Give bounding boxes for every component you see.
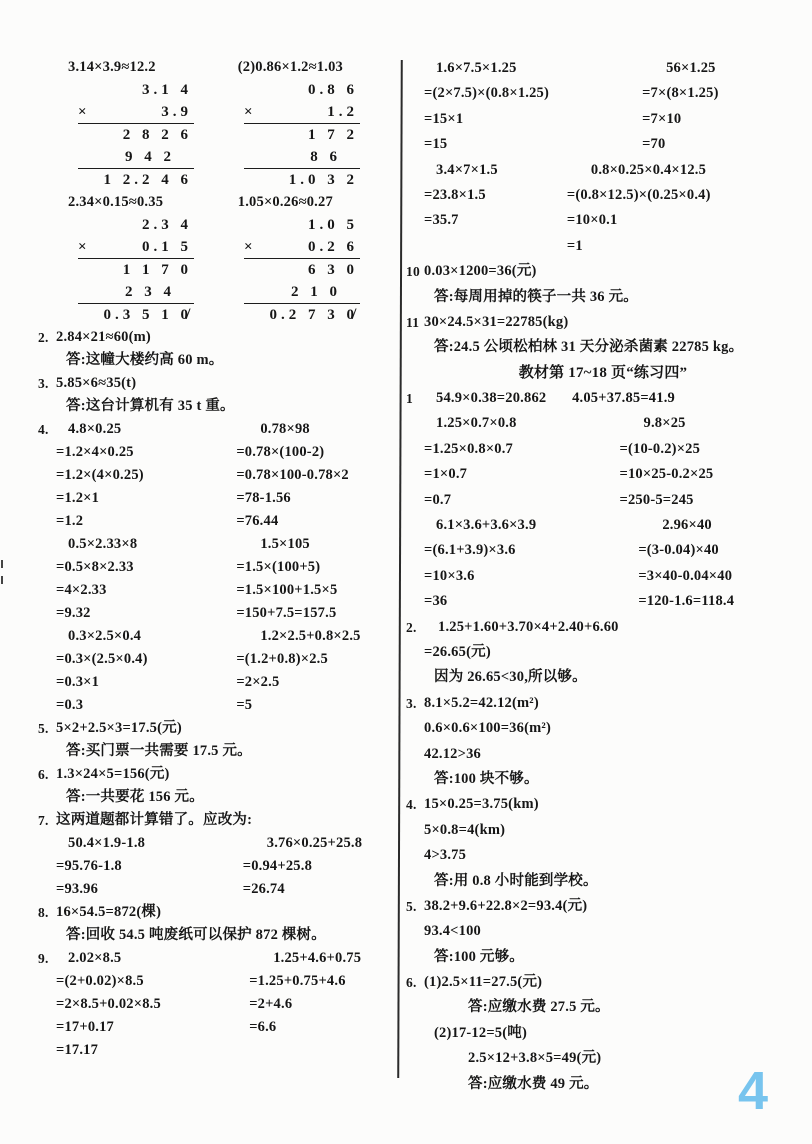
expression: =78-1.56 [236,490,291,506]
expression: 答:应缴水费 49 元。 [468,1075,599,1092]
partial-product-2: 8 6 [244,146,360,169]
multiplier: 0.2 6 [308,239,358,255]
expression: =1×0.7 [424,466,468,483]
answer-line [38,740,378,763]
worked-line [38,191,378,214]
expression: =(1.2+0.8)×2.5 [236,651,328,667]
question-number: 11 [406,314,420,330]
expression: 6.1×3.6+3.6×3.9 [436,517,537,534]
worked-line [406,437,800,462]
expression: =9.32 [56,605,91,621]
expression: =10×0.1 [566,212,618,229]
worked-line [38,510,378,533]
expression: 4.8×0.25 [68,421,122,437]
multiplier: 0.1 5 [142,239,192,255]
expression: =17.17 [56,1042,99,1058]
scan-artifact-tick [1,560,3,568]
expression: =93.96 [56,881,99,897]
product: 0.2 7 3 0̸ [269,307,358,323]
expression: =2×8.5+0.02×8.5 [56,996,161,1012]
expression: 1.2×2.5+0.8×2.5 [260,628,361,644]
expression: =15 [424,136,448,153]
expression: 2.34×0.15≈0.35 [68,194,164,210]
question-line [406,310,800,335]
multiplicand: 1.0 5 [308,217,358,233]
expression: =1 [566,237,583,254]
expression: =0.3×1 [56,674,100,690]
expression: =6.6 [249,1019,277,1035]
product: 1.0 3 2 [288,172,358,188]
question-number: 7. [38,813,49,828]
expression: =36 [424,593,448,610]
expression: 0.78×98 [260,421,310,437]
expression: =35.7 [424,212,459,229]
question-line [38,947,378,970]
expression: =1.5×(100+5) [236,559,321,575]
expression: =95.76-1.8 [56,858,122,874]
expression: 5×0.8=4(km) [424,821,506,838]
worked-line [406,132,800,157]
worked-line [38,970,378,993]
expression: =(6.1+3.9)×3.6 [424,542,516,559]
expression: =76.44 [236,513,279,529]
answer-line [38,786,378,809]
column-divider [397,60,402,1078]
question-line [406,894,800,919]
expression: 0.3×2.5×0.4 [68,628,142,644]
question-number: 4. [406,797,417,813]
answer-line [406,995,800,1020]
answer-line [406,285,800,310]
expression: 因为 26.65<30,所以够。 [434,669,587,686]
expression: =7×10 [642,110,682,127]
multiplier: 3.9 [161,104,192,120]
expression: 0.03×1200=36(元) [424,263,537,280]
expression: =250-5=245 [619,491,694,508]
expression: =1.2×1 [56,490,100,506]
expression: =120-1.6=118.4 [638,593,735,610]
multiplication-work [244,214,360,326]
answer-line [38,349,378,372]
multiplier-row [78,101,194,124]
expression: =(2+0.02)×8.5 [56,973,144,989]
multiply-sign: × [78,239,87,255]
partial-product-1: 1 1 7 0 [122,262,192,278]
expression: =1.25×0.8×0.7 [424,440,514,457]
expression: =0.7 [424,491,452,508]
expression: (2)0.86×1.2≈1.03 [237,59,343,75]
worked-line [38,648,378,671]
expression: 答:100 块不够。 [434,770,539,787]
expression: 5×2+2.5×3=17.5(元) [56,720,182,736]
worked-line [406,81,800,106]
worked-line [406,843,800,868]
partial-product-2: 9 4 2 [78,146,194,169]
question-number: 6. [406,975,417,991]
expression: 1.3×24×5=156(元) [56,766,170,782]
worked-line [38,993,378,1016]
question-number: 9. [38,951,49,966]
worked-line [406,716,800,741]
worked-line [406,818,800,843]
multiply-sign: × [78,104,87,120]
expression: 2.02×8.5 [68,950,122,966]
question-line [406,792,800,817]
multiply-sign: × [244,104,253,120]
expression: 3.4×7×1.5 [436,161,498,178]
expression: =15×1 [424,110,464,127]
expression: 2.96×40 [662,517,712,534]
expression: (2)17-12=5(吨) [434,1024,528,1041]
partial-product-1: 2 8 2 6 [122,127,192,143]
expression: 30×24.5×31=22785(kg) [424,313,569,330]
expression: =26.74 [242,881,285,897]
long-multiplication [38,214,378,326]
expression: =4×2.33 [56,582,107,598]
multiplier-row [244,236,360,259]
expression: =17+0.17 [56,1019,114,1035]
expression: 2.5×12+3.8×5=49(元) [468,1050,602,1067]
expression: 答:应缴水费 27.5 元。 [468,999,610,1016]
expression: (1)2.5×11=27.5(元) [424,974,543,991]
expression: 93.4<100 [424,923,481,940]
product: 1 2.2 4 6 [103,172,192,188]
expression: 答:一共要花 156 元。 [66,789,204,805]
expression: 0.5×2.33×8 [68,536,138,552]
answer-line [406,869,800,894]
expression: =23.8×1.5 [424,186,486,203]
expression: 答:每周用掉的筷子一共 36 元。 [434,288,638,305]
worked-line [38,556,378,579]
multiplication-work [78,79,194,191]
worked-line [406,564,800,589]
expression: =(3-0.04)×40 [638,542,719,559]
worked-line [406,742,800,767]
expression: 这两道题都计算错了。应改为: [56,812,253,828]
worked-line [38,625,378,648]
scan-artifact-tick [1,576,3,584]
expression: 9.8×25 [643,415,686,432]
expression: =1.2×(4×0.25) [56,467,144,483]
expression: 15×0.25=3.75(km) [424,796,539,813]
expression: 1.5×105 [260,536,310,552]
question-number: 3. [406,695,417,711]
worked-line [38,855,378,878]
expression: 0.8×0.25×0.4×12.5 [590,161,707,178]
expression: =(2×7.5)×(0.8×1.25) [424,85,550,102]
expression: 5.85×6≈35(t) [56,375,137,391]
worked-line [406,234,800,259]
multiply-sign: × [244,239,253,255]
expression: 答:这幢大楼约高 60 m。 [66,352,224,368]
worked-line [406,919,800,944]
expression: 1.25×0.7×0.8 [436,415,517,432]
expression: 8.1×5.2=42.12(m²) [424,694,539,711]
question-line [38,418,378,441]
worked-line [406,640,800,665]
partial-product-2: 2 3 4 [78,281,194,304]
expression: =0.3 [56,697,84,713]
question-number: 8. [38,905,49,920]
question-number: 4. [38,422,49,437]
worked-line [406,513,800,538]
partial-product-1: 1 7 2 [308,127,358,143]
worked-line [38,1016,378,1039]
question-line [406,259,800,284]
expression: =1.2×4×0.25 [56,444,134,460]
expression: =(10-0.2)×25 [619,440,701,457]
multiplicand: 2.3 4 [142,217,192,233]
question-number: 5. [38,721,49,736]
expression: =2+4.6 [249,996,293,1012]
expression: 1.05×0.26≈0.27 [237,194,333,210]
expression: 答:100 元够。 [434,948,525,965]
multiplicand: 0.8 6 [308,82,358,98]
page-number: 4 [737,1061,768,1121]
expression: 50.4×1.9-1.8 [68,835,146,851]
answer-line [38,924,378,947]
long-multiplication [38,79,378,191]
worked-line [406,538,800,563]
worked-line [406,589,800,614]
expression: 54.9×0.38=20.862 [436,390,547,407]
answer-line [38,395,378,418]
expression: 4.05+37.85=41.9 [572,390,675,407]
worked-line [38,579,378,602]
worked-line [38,533,378,556]
question-line [406,386,800,411]
worked-line [38,487,378,510]
expression: 3.14×3.9≈12.2 [68,59,156,75]
multiplier-row [78,236,194,259]
worked-line [38,878,378,901]
question-number: 10 [406,264,420,280]
worked-line [406,208,800,233]
question-line [38,372,378,395]
expression: =(0.8×12.5)×(0.25×0.4) [566,186,711,203]
right-column [406,56,800,1097]
left-column [38,56,378,1062]
expression: =0.78×100-0.78×2 [236,467,349,483]
answer-line [406,767,800,792]
expression: =150+7.5=157.5 [236,605,337,621]
expression: =26.65(元) [424,643,491,660]
expression: 1.25+4.6+0.75 [273,950,362,966]
worked-line [38,464,378,487]
expression: 1.6×7.5×1.25 [436,60,517,76]
question-number: 6. [38,767,49,782]
multiplier-row [244,101,360,124]
multiplier: 1.2 [327,104,358,120]
question-line [38,763,378,786]
expression: =1.2 [56,513,84,529]
question-number: 1 [406,391,413,407]
worked-line [38,671,378,694]
question-line [406,691,800,716]
worked-line [406,56,800,81]
worked-line [406,107,800,132]
question-line [406,615,800,640]
question-line [38,717,378,740]
answer-line [406,335,800,360]
expression: 4>3.75 [424,847,467,864]
expression: =70 [642,136,666,153]
multiplicand: 3.1 4 [142,82,192,98]
worked-line [406,488,800,513]
partial-product-2: 2 1 0 [244,281,360,304]
worked-line [38,602,378,625]
expression: =7×(8×1.25) [642,85,719,102]
expression: =0.94+25.8 [242,858,313,874]
question-line [38,901,378,924]
section-header: 教材第 17~18 页“练习四” [518,364,688,381]
worked-line [406,183,800,208]
expression: 1.25+1.60+3.70×4+2.40+6.60 [438,618,619,635]
worked-line [406,158,800,183]
partial-product-1: 6 3 0 [308,262,358,278]
expression: =1.25+0.75+4.6 [249,973,346,989]
expression: 42.12>36 [424,745,481,762]
expression: 答:这台计算机有 35 t 重。 [66,398,235,414]
multiplication-work [244,79,360,191]
expression: =0.5×8×2.33 [56,559,134,575]
worked-line [406,1021,800,1046]
multiplication-work [78,214,194,326]
worked-line [38,694,378,717]
expression: =2×2.5 [236,674,280,690]
expression: 0.6×0.6×100=36(m²) [424,720,551,737]
expression: =3×40-0.04×40 [638,567,733,584]
question-line [406,970,800,995]
product: 0.3 5 1 0̸ [103,307,192,323]
expression: =10×25-0.2×25 [619,466,714,483]
worked-line [406,462,800,487]
expression: 答:用 0.8 小时能到学校。 [434,872,598,889]
worked-line [38,1039,378,1062]
question-number: 3. [38,376,49,391]
expression: =0.78×(100-2) [236,444,325,460]
worked-line [406,411,800,436]
worked-line [38,832,378,855]
question-number: 2. [38,330,49,345]
expression: 56×1.25 [666,60,716,76]
worked-line [38,441,378,464]
question-line [38,809,378,832]
expression: 答:回收 54.5 吨废纸可以保护 872 棵树。 [66,927,326,943]
expression: 3.76×0.25+25.8 [266,835,363,851]
question-number: 5. [406,898,417,914]
expression: =10×3.6 [424,567,475,584]
expression: =0.3×(2.5×0.4) [56,651,148,667]
answer-line [406,945,800,970]
expression: 38.2+9.6+22.8×2=93.4(元) [424,897,588,914]
expression: =5 [236,697,253,713]
expression: 答:买门票一共需要 17.5 元。 [66,743,252,759]
expression: 16×54.5=872(棵) [56,904,162,920]
worked-line [406,665,800,690]
expression: 答:24.5 公顷松柏林 31 天分泌杀菌素 22785 kg。 [434,339,744,356]
expression: =1.5×100+1.5×5 [236,582,338,598]
expression: 2.84×21≈60(m) [56,329,151,345]
question-number: 2. [406,619,417,635]
question-line [38,326,378,349]
worked-line [38,56,378,79]
